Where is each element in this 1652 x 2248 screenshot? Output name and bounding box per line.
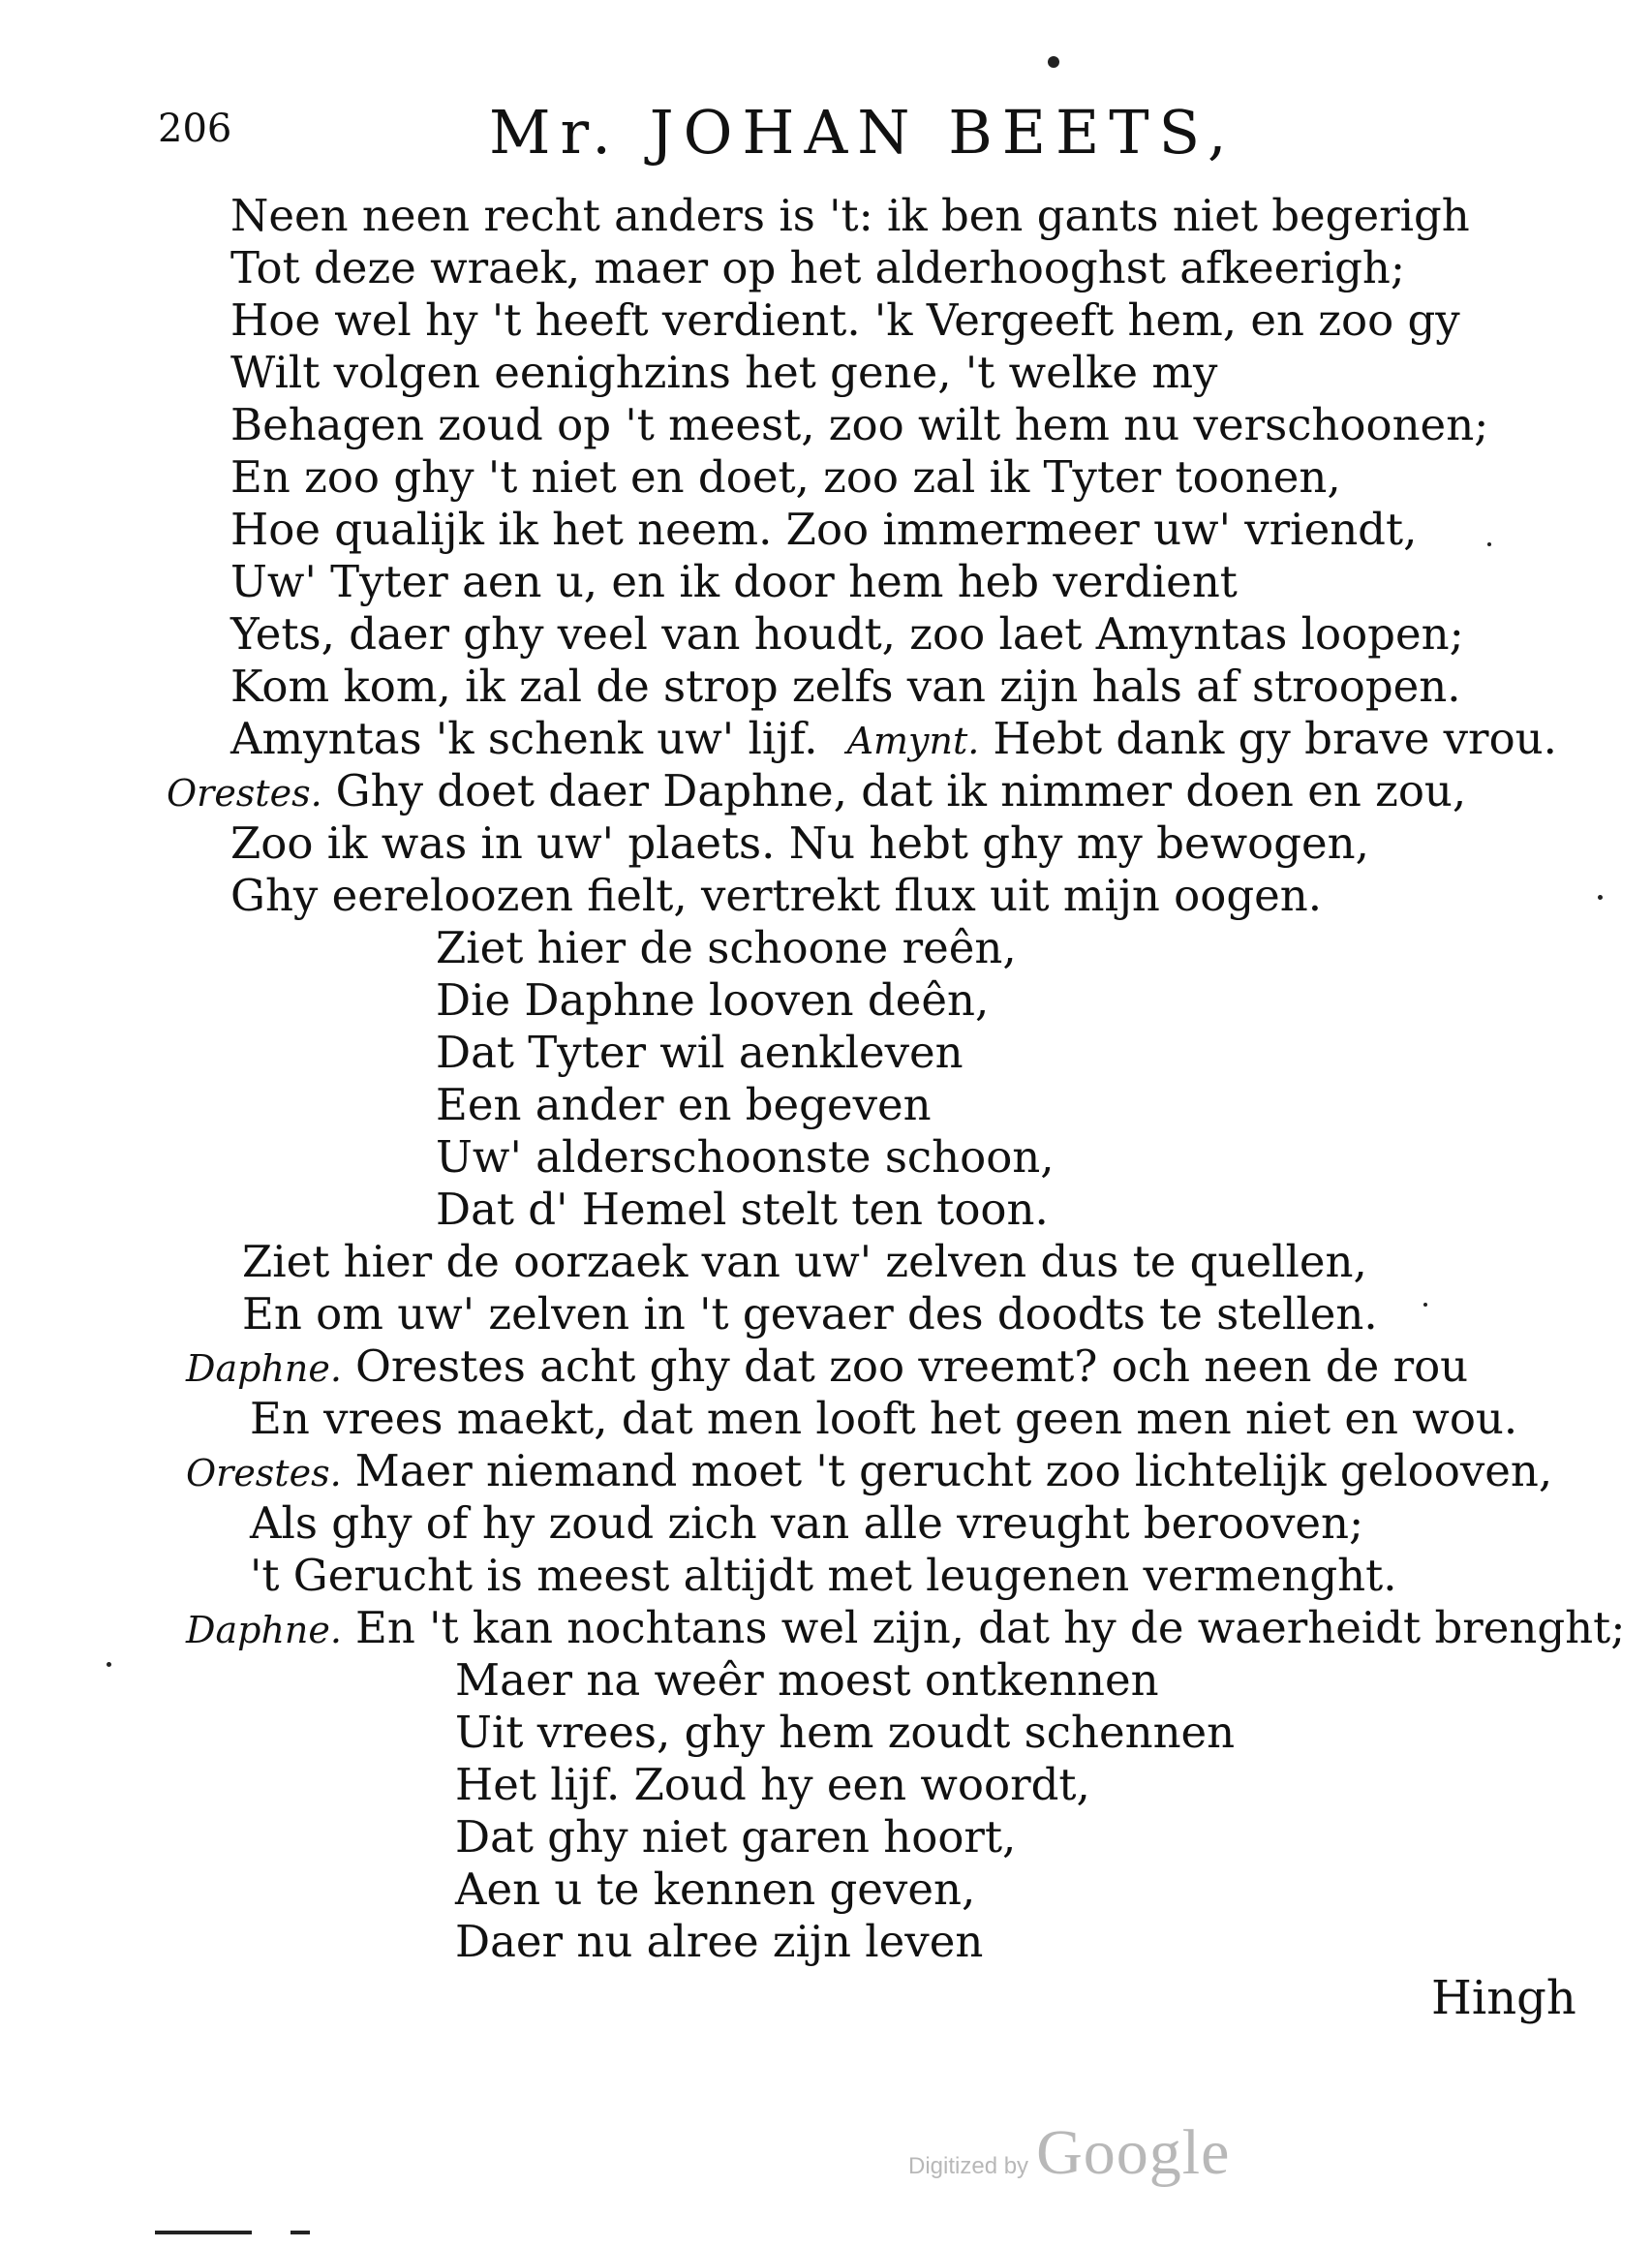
line-text: Neen neen recht anders is 't: ik ben gants niet begerigh [230, 190, 1470, 241]
speaker-label: Orestes. [186, 1452, 342, 1494]
verse-line [236, 1497, 1363, 1552]
line-text: Uw' alderschoonste schoon, [436, 1131, 1055, 1183]
line-text: En vrees maekt, dat men looft het geen men niet en wou. [250, 1393, 1518, 1444]
verse-line [442, 1863, 975, 1918]
verse-line [442, 1811, 1016, 1865]
verse-line [217, 661, 1461, 715]
verse-line [422, 1184, 1049, 1238]
verse-line [217, 190, 1470, 244]
line-text: Dat ghy niet garen hoort, [455, 1811, 1017, 1863]
line-text: Kom kom, ik zal de strop zelfs van zijn hals af stroopen. [230, 661, 1461, 712]
verse-line [186, 1340, 1468, 1395]
line-text: Het lijf. Zoud hy een woordt, [455, 1759, 1090, 1810]
verse-line [217, 347, 1217, 401]
line-text: Ghy eereloozen fielt, vertrekt flux uit mijn oogen. [230, 870, 1323, 921]
catchword: Hingh [1431, 1971, 1576, 2025]
line-text: Hoe wel hy 't heeft verdient. 'k Vergeeft hem, en zoo gy [230, 294, 1460, 346]
verse-line [422, 974, 989, 1029]
verse-line [422, 1131, 1055, 1186]
ink-speck [107, 1662, 111, 1667]
digitized-watermark [908, 2116, 1230, 2190]
verse-line [217, 817, 1369, 872]
verse-line [167, 765, 1466, 819]
line-text: Zoo ik was in uw' plaets. Nu hebt ghy my bewogen, [230, 817, 1369, 869]
line-text: 't Gerucht is meest altijdt met leugenen vermenght. [250, 1550, 1397, 1601]
google-logo: Google [1036, 2117, 1231, 2188]
ink-speck [1423, 1303, 1427, 1307]
verse-line [229, 1236, 1367, 1290]
verse-line [217, 870, 1322, 924]
verse-line [442, 1707, 1235, 1761]
line-text: Maer na weêr moest ontkennen [455, 1654, 1159, 1706]
line-text: Amyntas 'k schenk uw' lijf. [230, 713, 818, 764]
line-text: En 't kan nochtans wel zijn, dat hy de waerheidt brenght; [354, 1602, 1626, 1653]
bottom-rule [155, 2231, 252, 2234]
speaker-label: Daphne. [186, 1347, 342, 1390]
line-text: Tot deze wraek, maer op het alderhooghst afkeerigh; [230, 242, 1406, 293]
watermark-prefix: Digitized by [908, 2153, 1029, 2179]
ink-speck [1048, 56, 1059, 68]
line-text: Ghy doet daer Daphne, dat ik nimmer doen en zou, [335, 765, 1467, 816]
line-text: Behagen zoud op 't meest, zoo wilt hem nu verschoonen; [230, 399, 1489, 450]
verse-line [217, 451, 1341, 506]
ink-speck [1487, 542, 1491, 546]
verse-line [217, 399, 1488, 453]
verse-line [442, 1654, 1159, 1709]
line-text: Een ander en begeven [436, 1079, 932, 1130]
verse-line [217, 713, 1557, 767]
line-text: Als ghy of hy zoud zich van alle vreught berooven; [250, 1497, 1364, 1549]
speaker-label: Amynt. [846, 720, 980, 762]
line-text: Yets, daer ghy veel van houdt, zoo laet Amyntas loopen; [230, 608, 1464, 660]
verse-line [217, 242, 1405, 296]
running-head: Mr. JOHAN BEETS, [489, 97, 1237, 168]
verse-line [422, 922, 1017, 976]
line-text: Uw' Tyter aen u, en ik door hem heb verdient [230, 556, 1238, 607]
speaker-label: Orestes. [167, 772, 322, 815]
line-text: Die Daphne looven deên, [436, 974, 990, 1026]
line-text: Dat d' Hemel stelt ten toon. [436, 1184, 1049, 1235]
line-text: En zoo ghy 't niet en doet, zoo zal ik Tyter toonen, [230, 451, 1341, 503]
verse-line [186, 1602, 1625, 1656]
line-text: Hoe qualijk ik het neem. Zoo immermeer uw' vriendt, [230, 504, 1418, 555]
verse-line [236, 1550, 1397, 1604]
line-text: Ziet hier de oorzaek van uw' zelven dus te quellen, [242, 1236, 1367, 1287]
verse-line [229, 1288, 1378, 1342]
ink-speck [1598, 895, 1603, 900]
line-text: Wilt volgen eenighzins het gene, 't welke my [230, 347, 1218, 398]
page-number: 206 [158, 107, 232, 151]
line-text: Hebt dank gy brave vrou. [993, 713, 1557, 764]
verse-line [422, 1079, 932, 1133]
verse-line [217, 294, 1460, 349]
bottom-rule [291, 2231, 310, 2234]
verse-line [217, 608, 1464, 662]
line-text: Ziet hier de schoone reên, [436, 922, 1017, 973]
verse-line [217, 504, 1417, 558]
verse-line [186, 1445, 1552, 1499]
line-text: Maer niemand moet 't gerucht zoo lichtelijk gelooven, [354, 1445, 1553, 1496]
verse-line [442, 1916, 983, 1970]
line-text: Dat Tyter wil aenkleven [436, 1027, 964, 1078]
line-text: Daer nu alree zijn leven [455, 1916, 984, 1967]
verse-line [217, 556, 1238, 610]
line-text: Aen u te kennen geven, [455, 1863, 976, 1915]
speaker-label: Daphne. [186, 1609, 342, 1651]
verse-line [442, 1759, 1090, 1813]
line-text: Orestes acht ghy dat zoo vreemt? och neen de rou [354, 1340, 1469, 1392]
verse-line [236, 1393, 1517, 1447]
line-text: En om uw' zelven in 't gevaer des doodts te stellen. [242, 1288, 1378, 1340]
line-text: Uit vrees, ghy hem zoudt schennen [455, 1707, 1236, 1758]
verse-line [422, 1027, 964, 1081]
